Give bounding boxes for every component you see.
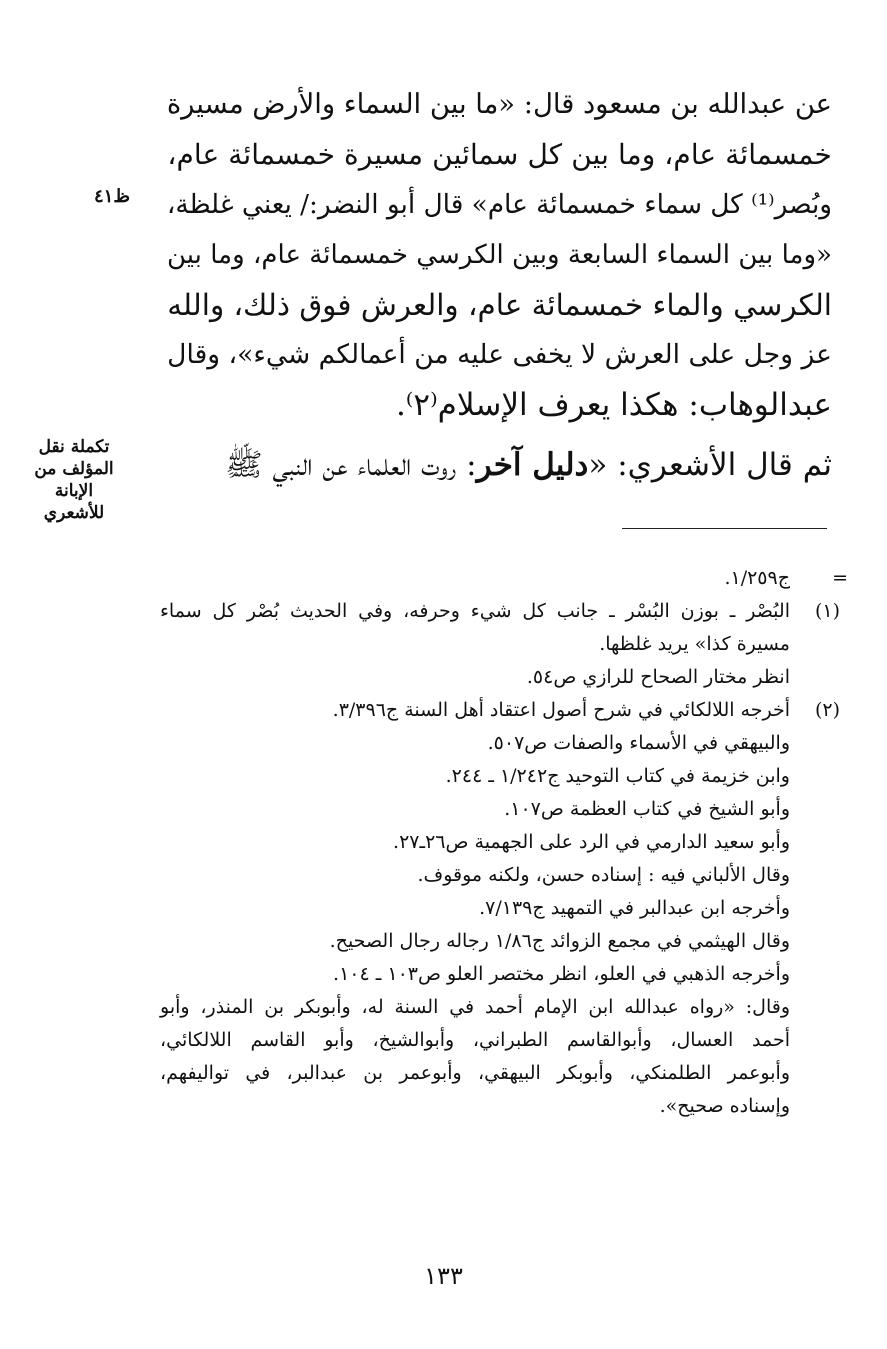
- footnote-number: (١): [814, 600, 840, 622]
- footnote-line: وأبو سعيد الدارمي في الرد على الجهمية ص٢٦ـ٢٧.: [393, 831, 790, 853]
- main-line: عن عبدالله بن مسعود قال: «ما بين السماء والأرض مسيرة: [166, 89, 832, 120]
- footnote-line: وقال الألباني فيه : إسناده حسن، ولكنه موقوف.: [417, 864, 790, 886]
- footnote-line: وإسناده صحيح».: [659, 1095, 790, 1117]
- intro-text: ثم قال الأشعري: «: [588, 447, 832, 483]
- footnote-line: أحمد العسال، وأبوالقاسم الطبراني، وأبوالشيخ، وأبو القاسم اللالكائي،: [160, 1029, 790, 1051]
- footnotes: [160, 562, 848, 1123]
- footnote-line: وأخرجه الذهبي في العلو، انظر مختصر العلو ص١٠٣ ـ ١٠٤.: [333, 963, 790, 985]
- footnote-line: وأبوعمر الطلمنكي، وأبوبكر البيهقي، وأبوعمر بن عبدالبر، في تواليفهم،: [160, 1062, 790, 1084]
- main-line: الكرسي والماء خمسمائة عام، والعرش فوق ذلك، والله: [167, 288, 832, 322]
- footnote-2: [160, 694, 848, 1123]
- footnote-continuation: [160, 562, 848, 595]
- margin-note-line: الإبانة: [54, 481, 94, 501]
- main-text-block: [160, 80, 832, 430]
- footnote-divider: [622, 528, 827, 529]
- main-line: عز وجل على العرش لا يخفى عليه من أعمالكم شيء»، وقال: [167, 339, 832, 370]
- main-line: خمسمائة عام، وما بين كل سمائين مسيرة خمسمائة عام،: [167, 138, 832, 171]
- footnote-line: والبيهقي في الأسماء والصفات ص٥٠٧.: [487, 732, 790, 754]
- footnote-line: انظر مختار الصحاح للرازي ص٥٤.: [526, 666, 790, 688]
- footnote-line: مسيرة كذا» يريد غلظها.: [599, 633, 790, 655]
- margin-note-line: للأشعري: [43, 503, 105, 523]
- footnote-line: وقال: «رواه عبدالله ابن الإمام أحمد في السنة له، وأبوبكر بن المنذر، وأبو: [160, 996, 790, 1018]
- intro-bold-text: دليل آخر: [476, 447, 589, 483]
- intro-text-end: : روت العلماء عن النبي ﷺ: [225, 447, 477, 483]
- footnote-line: وأخرجه ابن عبدالبر في التمهيد ج٧/١٣٩.: [479, 897, 790, 919]
- footnote-line: وقال الهيثمي في مجمع الزوائد ج١/٨٦ رجاله رجال الصحيح.: [329, 930, 790, 952]
- continuation-text: ج١/٢٥٩.: [724, 567, 790, 589]
- footnote-1: [160, 595, 848, 694]
- footnote-line: وابن خزيمة في كتاب التوحيد ج١/٢٤٢ ـ ٢٤٤.: [445, 765, 790, 787]
- footnote-line: أخرجه اللالكائي في شرح أصول اعتقاد أهل السنة ج٣/٣٩٦.: [332, 699, 790, 721]
- main-line: «وما بين السماء السابعة وبين الكرسي خمسمائة عام، وما بين: [166, 240, 832, 270]
- footnote-number: (٢): [814, 699, 840, 721]
- continuation-mark: =: [832, 567, 848, 589]
- margin-folio-marker: ظ٤١: [94, 186, 130, 207]
- main-line: وبُصر⁽¹⁾ كل سماء خمسمائة عام» قال أبو النضر:/ يعني غلظة،: [166, 190, 832, 220]
- page-number: ١٣٣: [424, 1262, 463, 1290]
- margin-note-line: تكملة نقل: [38, 437, 110, 457]
- quote-intro-line: [160, 440, 832, 490]
- footnote-line: البُصْر ـ بوزن البُسْر ـ جانب كل شيء وحرفه، وفي الحديث بُصْر كل سماء: [160, 600, 790, 622]
- margin-note: [30, 436, 118, 524]
- margin-note-line: المؤلف من: [34, 459, 114, 479]
- footnote-line: وأبو الشيخ في كتاب العظمة ص١٠٧.: [504, 798, 790, 820]
- main-line: عبدالوهاب: هكذا يعرف الإسلام⁽٢⁾.: [395, 387, 832, 423]
